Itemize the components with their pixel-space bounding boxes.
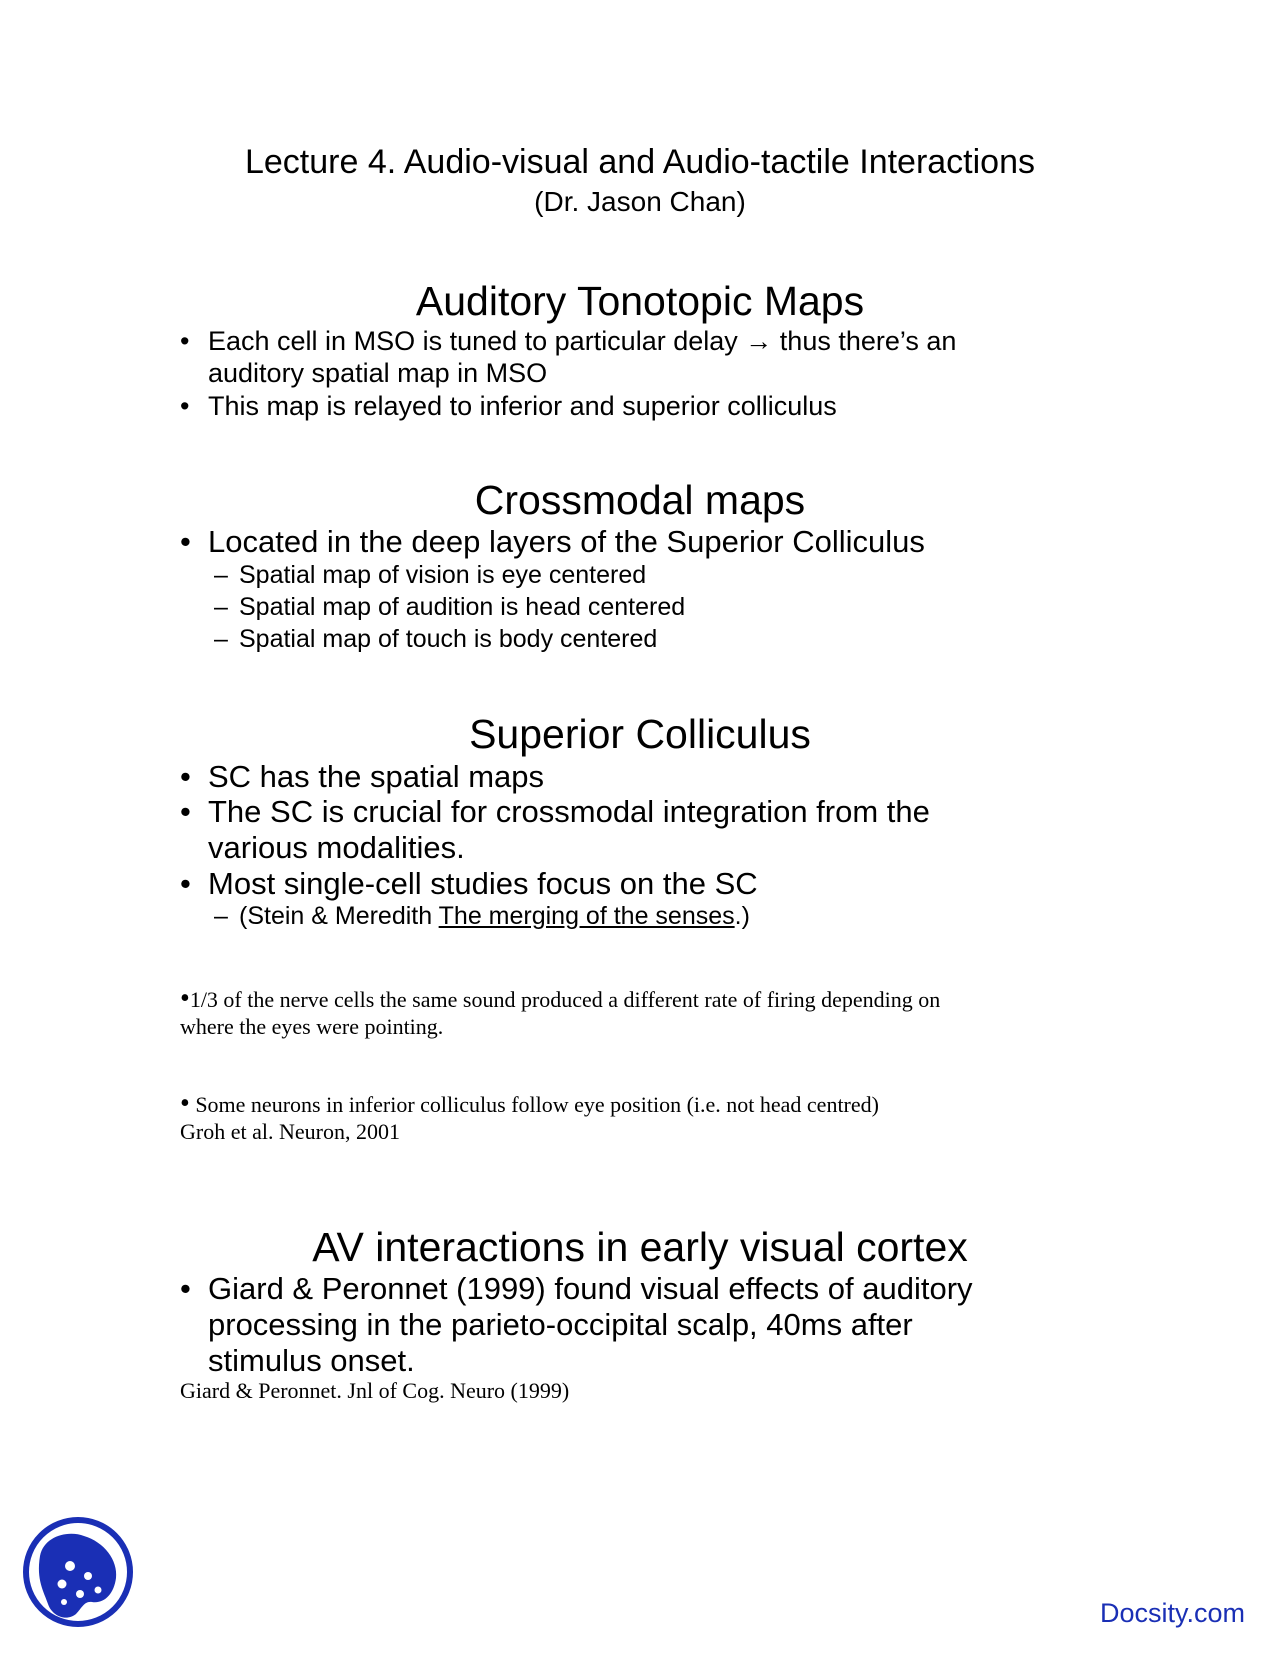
section-title-colliculus: Superior Colliculus (469, 711, 811, 757)
bullet-dot: • (180, 794, 191, 829)
author-line: (Dr. Jason Chan) (534, 186, 746, 217)
arrow-icon: → (745, 326, 773, 356)
bullet-dot: • (180, 866, 191, 901)
bullet-text-end: thus there’s an (779, 326, 957, 356)
bullet-text: The SC is crucial for crossmodal integration from the (208, 794, 930, 829)
note-text: Some neurons in inferior colliculus follow eye position (i.e. not head centred) (189, 1092, 879, 1117)
citation-prefix: (Stein & Meredith (239, 902, 439, 930)
lecture-title: Lecture 4. Audio-visual and Audio-tactile Interactions (244, 143, 1036, 181)
bullet-text: SC has the spatial maps (208, 759, 545, 794)
docsity-logo-icon (22, 1516, 134, 1628)
bullet-dot: • (180, 391, 190, 421)
bullet-text: Giard & Peronnet (1999) found visual effects of auditory (208, 1271, 973, 1306)
bullet-item (180, 759, 544, 795)
sub-bullet-item (214, 561, 646, 590)
bullet-item (180, 794, 930, 830)
note-bullet-dot: • (180, 983, 190, 1014)
bullet-text: Most single-cell studies focus on the SC (208, 866, 758, 901)
sub-bullet-text: Spatial map of touch is body centered (239, 625, 658, 653)
sub-bullet-item (214, 593, 685, 622)
bullet-item (180, 524, 925, 560)
note-bullet-dot: • (180, 1088, 190, 1119)
bullet-text: Each cell in MSO is tuned to particular delay (208, 326, 738, 356)
sub-bullet-text: Spatial map of vision is eye centered (239, 561, 647, 589)
docsity-brand[interactable]: Docsity.com (1100, 1598, 1246, 1628)
section-title-tonotopic: Auditory Tonotopic Maps (415, 278, 865, 324)
bullet-item (180, 391, 837, 422)
sub-bullet-item (214, 625, 657, 654)
bullet-continuation: stimulus onset. (208, 1343, 415, 1378)
sub-bullet-item (214, 902, 750, 931)
bullet-item (180, 866, 758, 902)
sub-bullet-text: Spatial map of audition is head centered (239, 593, 686, 621)
book-title: The merging of the senses (438, 902, 735, 930)
bullet-item (180, 326, 956, 357)
bullet-continuation: auditory spatial map in MSO (208, 358, 548, 388)
bullet-item (180, 1271, 973, 1307)
bullet-continuation: processing in the parieto-occipital scalp, 40ms after (208, 1307, 913, 1342)
note-item (180, 983, 940, 1015)
section-title-crossmodal: Crossmodal maps (474, 477, 806, 523)
bullet-text: This map is relayed to inferior and superior colliculus (208, 391, 837, 421)
bullet-dot: • (180, 1271, 191, 1306)
bullet-dot: • (180, 759, 191, 794)
note-text: 1/3 of the nerve cells the same sound produced a different rate of firing depending on (189, 987, 941, 1012)
sub-bullet-dash: – (214, 625, 228, 653)
citation-suffix: .) (734, 902, 750, 930)
note-item (180, 1088, 879, 1120)
bullet-text: Located in the deep layers of the Superior Colliculus (208, 524, 925, 559)
note-citation: Groh et al. Neuron, 2001 (180, 1119, 400, 1144)
av-citation: Giard & Peronnet. Jnl of Cog. Neuro (1999) (180, 1378, 570, 1403)
bullet-continuation: various modalities. (208, 830, 465, 865)
sub-bullet-dash: – (214, 561, 228, 589)
bullet-dot: • (180, 326, 190, 356)
sub-bullet-dash: – (214, 593, 228, 621)
note-continuation: where the eyes were pointing. (180, 1014, 444, 1039)
bullet-dot: • (180, 524, 191, 559)
sub-bullet-dash: – (214, 902, 228, 930)
section-title-av: AV interactions in early visual cortex (312, 1224, 968, 1270)
